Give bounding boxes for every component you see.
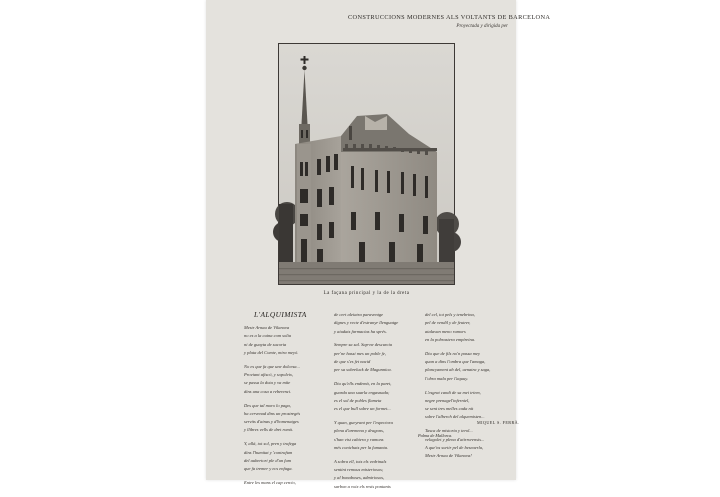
poem-line: Tasca de mistoria y terol... bbox=[425, 428, 473, 434]
poem-line: es el sol de pobles flameta bbox=[334, 397, 382, 403]
poem-stanza bbox=[425, 311, 511, 344]
poem-line: se sent tres melles cada nit bbox=[425, 406, 474, 412]
poem-line: sarbon a voix els resis pontanis bbox=[334, 483, 391, 489]
poem-line: per'ne hassi mes un poble fe, bbox=[334, 350, 386, 356]
building-photograph bbox=[278, 43, 455, 285]
poem-line: Y, allá, tot sol, pren y trafega bbox=[244, 441, 297, 447]
poem-line: del aubertori ple d'un fum bbox=[244, 457, 291, 463]
poem-line: Mestr Arnau de Vilanova! bbox=[425, 453, 472, 459]
poem-line: A sobra ell, tots els vedrinals bbox=[334, 458, 387, 464]
poem-line: sobre l'alberch del alquemisten... bbox=[425, 414, 485, 420]
header-title: CONSTRUCCIONS MODERNES ALS VOLTANTS DE BARCELONA bbox=[348, 14, 551, 21]
poem-stanza bbox=[244, 324, 330, 357]
poem-line: guarda una suarla engasnada; bbox=[334, 389, 390, 395]
poem-line: No es que fa que une dolcesa... bbox=[244, 363, 300, 369]
poem-line: en la pobrastera empíreina. bbox=[425, 336, 476, 342]
poem-line: Proviant afiscó, y sopoleix, bbox=[244, 372, 293, 378]
poem-line: y aiudats farmacias ha sprés. bbox=[334, 328, 387, 334]
poem-title: L'ALQUIMISTA bbox=[254, 310, 307, 319]
poem-stanza bbox=[334, 419, 420, 452]
poem-line: se passa la dota y va míte bbox=[244, 380, 291, 386]
poem-line: Sempre sa sal. Sap-ne descurcia bbox=[334, 342, 393, 348]
poem-line: A que'ns sortir pel de beseaerla, bbox=[425, 444, 484, 450]
poem-line: Mestr Arnau de Vilanova bbox=[244, 325, 290, 330]
poem-line: L'esgrat candi de sa mei triem, bbox=[425, 389, 481, 395]
poem-line: dins una cosa a reberenci. bbox=[244, 388, 292, 394]
poem-line: ha cervenad dins un prostregés bbox=[244, 410, 301, 416]
poem-line: velagolet y plena d'atirrorensis... bbox=[425, 436, 485, 442]
photo-caption: La façana principal y la de la dreta bbox=[323, 291, 410, 296]
poem-line: més conichats per la fumanta. bbox=[334, 444, 389, 450]
poem-line: es el que bull sobre un formet... bbox=[334, 406, 391, 412]
poem-line: no es a la cuina com solia bbox=[244, 333, 291, 339]
poem-stanza bbox=[425, 350, 511, 383]
poem-stanza bbox=[244, 363, 330, 396]
poem-stanza bbox=[334, 458, 420, 491]
poem-line: del cel, tot pels y tenebrina, bbox=[425, 312, 475, 317]
document-page bbox=[206, 0, 551, 489]
poem-line: per sa sobreluck de Magunnica. bbox=[334, 367, 392, 373]
poem-line: Des que tal moro lo paga, bbox=[244, 402, 291, 408]
poem-stanza bbox=[244, 479, 330, 487]
poem-line: quan a dins l'ombra que l'amaga, bbox=[425, 359, 486, 365]
poem-line: de que s'es fet nacid bbox=[334, 359, 371, 365]
place-line: Palma de Mallorca. bbox=[418, 433, 453, 438]
poem-column-1 bbox=[244, 324, 330, 493]
poem-line: y plata del Comte, mira meyó. bbox=[244, 349, 299, 355]
poem-line: que fa tremer y ecs enfaga. bbox=[244, 466, 293, 472]
header-subtitle: Proyectada y dirigida per bbox=[456, 24, 508, 29]
poem-line: negre prenagel'inferniel, bbox=[425, 397, 470, 403]
poem-line: dignes y recte d'estranyr llenguatge bbox=[334, 320, 399, 326]
poem-line: Y quan, gueyrant per l'espectora bbox=[334, 420, 393, 426]
poem-stanza bbox=[334, 341, 420, 374]
poem-line: Entre les mans el cap cercio, bbox=[244, 480, 296, 486]
building-illustration bbox=[279, 44, 454, 284]
poem-stanza bbox=[244, 440, 330, 473]
poem-column-2 bbox=[334, 311, 420, 497]
poem-stanza bbox=[334, 311, 420, 336]
poem-line: sentint remous misteriosos; bbox=[334, 467, 384, 473]
poem-line: de cert aleiatra paraventge bbox=[334, 312, 384, 317]
poem-line: Diu que de fils no'n passa mey bbox=[425, 350, 480, 356]
poem-line: s'han vist cabiera y ramons bbox=[334, 436, 384, 442]
poem-line: plena d'aremena y dragons, bbox=[334, 428, 385, 434]
poem-line: pel de vendil y de feutrer, bbox=[425, 320, 471, 326]
poem-line: l'obra mala per l'aquuy. bbox=[425, 375, 469, 381]
poem-line: ni de guayta de sucoria bbox=[244, 341, 287, 347]
poem-line: y llibres vells de dret romà. bbox=[244, 427, 293, 433]
poem-line: atalavan meno rumors bbox=[425, 328, 466, 334]
poem-stanza bbox=[244, 402, 330, 435]
poem-line: dins l'humitat y 'contrafum bbox=[244, 449, 293, 455]
poem-line: servits d'ainas y d'homenatges bbox=[244, 419, 299, 425]
poem-stanza bbox=[334, 380, 420, 413]
poem-stanza bbox=[425, 389, 511, 422]
poem-line: plancyament ab del, uenatra y saga, bbox=[425, 367, 491, 373]
poem-line: y al bonaboses, admiriosos, bbox=[334, 475, 385, 481]
poem-line: Diu qu'ells endemà, en la paret, bbox=[334, 381, 392, 387]
poem-column-3 bbox=[425, 311, 511, 466]
author-signature: MIQUEL S. FERRÀ. bbox=[477, 420, 520, 425]
